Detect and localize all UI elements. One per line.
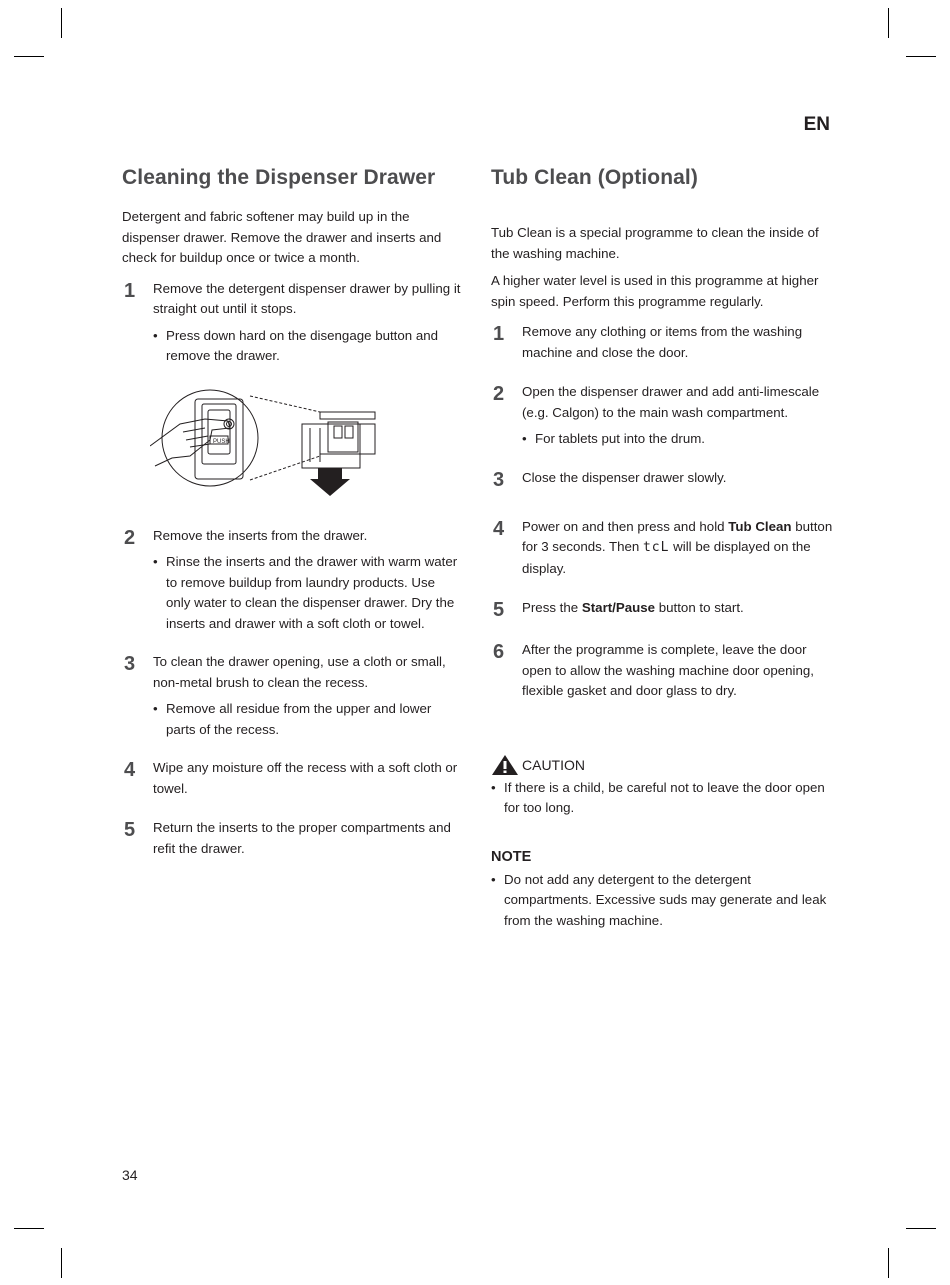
bullet-item: • Do not add any detergent to the detergent compartments. Excessive suds may generate and leak from the washing machine. [491, 870, 836, 932]
step-text: Open the dispenser drawer and add anti-limescale (e.g. Calgon) to the main wash compartment. [522, 384, 820, 420]
crop-mark [888, 1248, 889, 1278]
caution-box [491, 754, 836, 819]
step-text: Close the dispenser drawer slowly. [522, 469, 727, 485]
step-4 [122, 758, 462, 799]
start-pause-button-name: Start/Pause [581, 600, 656, 615]
step-text: After the programme is complete, leave the door open to allow the washing machine door opening, flexible gasket and door glass to dry. [522, 642, 814, 698]
bullet-list [491, 778, 836, 819]
bullet-list [153, 326, 462, 367]
bullet-item: • Rinse the inserts and the drawer with warm water to remove buildup from laundry products. Use only water to clean the dispenser drawer. Dry the inserts and drawer with a soft cloth or towel. [153, 552, 462, 634]
step-5 [122, 818, 462, 859]
warning-triangle-icon [491, 754, 519, 776]
step-number: 4 [124, 759, 136, 781]
step-1 [122, 279, 462, 367]
crop-mark [61, 8, 62, 38]
step-text [522, 598, 836, 619]
section-title: Tub Clean (Optional) [491, 166, 698, 189]
dispenser-cleaning-section [122, 166, 462, 859]
bullet-list [491, 870, 836, 932]
step-text: Remove the inserts from the drawer. [153, 527, 368, 543]
bullet-list [153, 699, 462, 740]
step-text: Remove the detergent dispenser drawer by pulling it straight out until it stops. [153, 280, 461, 316]
section-title: Cleaning the Dispenser Drawer [122, 166, 436, 189]
display-code: tcL [642, 540, 670, 555]
push-label: PUSH [213, 438, 230, 445]
caution-label: CAUTION [522, 756, 585, 773]
intro-text: Detergent and fabric softener may build up in the dispenser drawer. Remove the drawer and inserts and check for buildup once or twice a month. [122, 209, 442, 265]
bullet-list [153, 552, 462, 634]
step-number: 6 [493, 641, 505, 663]
step-text: Return the inserts to the proper compartments and refit the drawer. [153, 820, 451, 856]
crop-mark [14, 56, 44, 57]
note-box [491, 849, 836, 932]
down-arrow-icon [310, 468, 350, 496]
bullet-item: • Press down hard on the disengage button and remove the drawer. [153, 326, 462, 367]
page-number: 34 [122, 1167, 138, 1183]
step-2 [122, 526, 462, 635]
intro-text: A higher water level is used in this programme at higher spin speed. Perform this programme regularly. [491, 273, 819, 309]
step-text: Wipe any moisture off the recess with a soft cloth or towel. [153, 760, 458, 796]
text-fragment: button to start. [655, 600, 744, 615]
step-4 [491, 517, 836, 580]
step-text [522, 517, 836, 580]
text-fragment: Power on and then press and hold [522, 518, 729, 534]
crop-mark [906, 1228, 936, 1229]
text-fragment: will be displayed on the display. [522, 539, 811, 576]
drawer-removal-illustration [150, 384, 380, 499]
tub-clean-button-name: Tub Clean [728, 518, 792, 534]
step-3 [491, 468, 836, 492]
step-text: To clean the drawer opening, use a cloth or small, non-metal brush to clean the recess. [153, 654, 446, 690]
crop-mark [906, 56, 936, 57]
text-fragment: button for 3 seconds. Then [522, 518, 833, 554]
intro-text: Tub Clean is a special programme to clean the inside of the washing machine. [491, 225, 819, 261]
step-number: 3 [493, 468, 505, 491]
step-2 [491, 382, 836, 450]
bullet-item: • If there is a child, be careful not to leave the door open for too long. [491, 778, 836, 819]
bullet-list [522, 429, 836, 450]
step-text: Remove any clothing or items from the washing machine and close the door. [522, 324, 803, 360]
step-number: 5 [124, 819, 136, 841]
step-number: 4 [493, 517, 505, 540]
bullet-item: • For tablets put into the drum. [522, 429, 836, 450]
text-fragment: Press the [522, 600, 582, 615]
crop-mark [888, 8, 889, 38]
language-tag: EN [803, 114, 830, 135]
bullet-item: • Remove all residue from the upper and lower parts of the recess. [153, 699, 462, 740]
step-3 [122, 652, 462, 740]
note-title: NOTE [491, 848, 532, 865]
step-number: 2 [493, 383, 505, 405]
crop-mark [14, 1228, 44, 1229]
crop-mark [61, 1248, 62, 1278]
step-number: 5 [493, 599, 505, 621]
step-number: 1 [493, 323, 505, 345]
step-6 [491, 640, 836, 702]
step-5 [491, 598, 836, 622]
step-number: 2 [124, 526, 136, 549]
step-number: 3 [124, 653, 136, 675]
step-1 [491, 322, 836, 363]
tub-clean-section [491, 166, 836, 931]
step-number: 1 [124, 279, 136, 302]
